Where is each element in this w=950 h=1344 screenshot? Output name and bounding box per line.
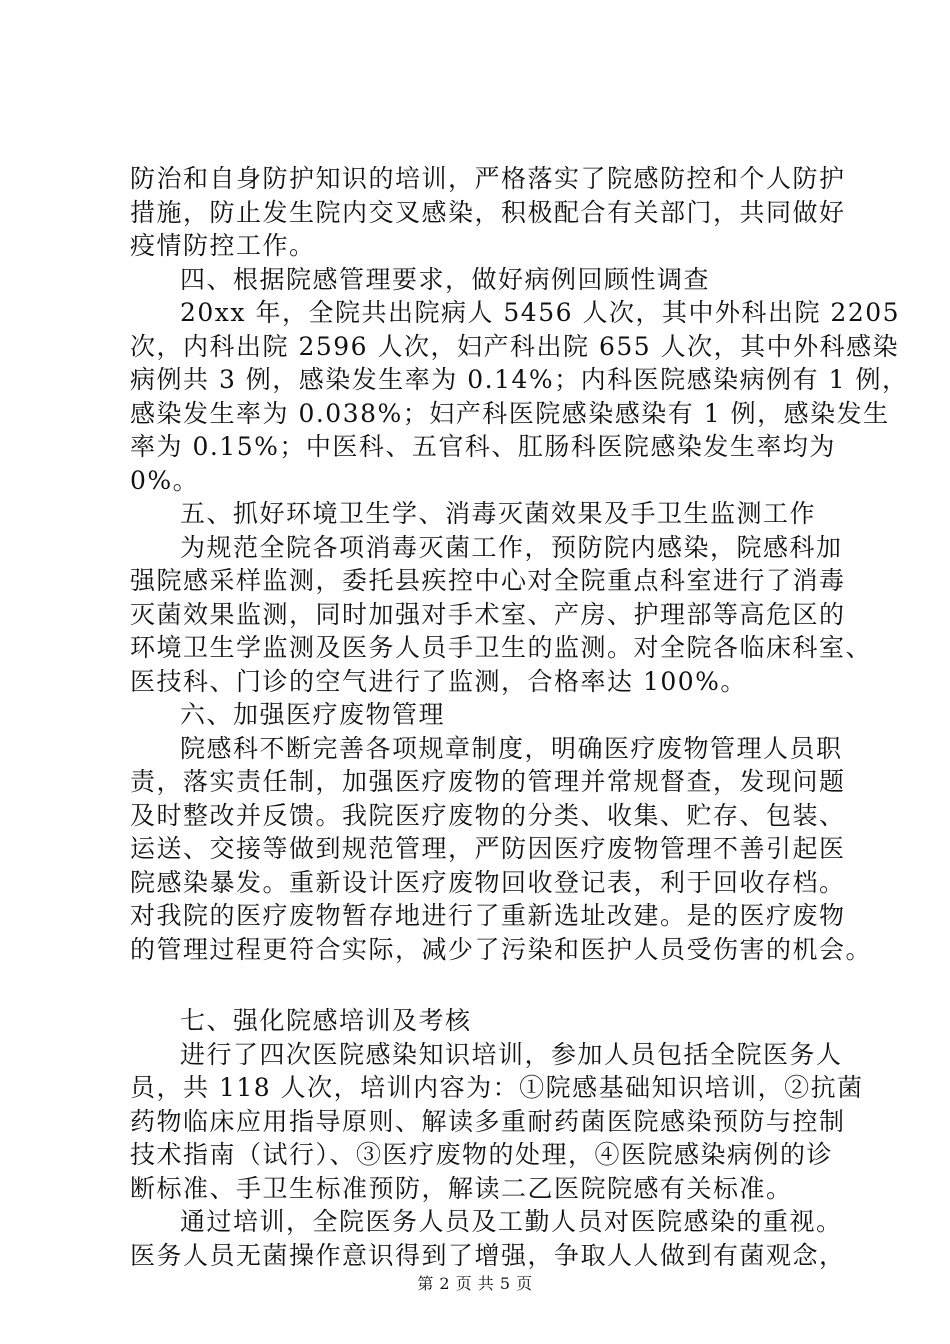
paragraph-line: 责，落实责任制，加强医疗废物的管理并常规督查，发现问题: [130, 767, 846, 796]
page-footer: 第 2 页 共 5 页: [417, 1274, 533, 1293]
paragraph-line: 措施，防止发生院内交叉感染，积极配合有关部门，共同做好: [130, 197, 846, 227]
section-heading: 七、强化院感培训及考核: [180, 1006, 472, 1035]
paragraph-line: 医务人员无菌操作意识得到了增强，争取人人做到有菌观念，: [130, 1240, 846, 1270]
paragraph-line: 20xx 年，全院共出院病人 5456 人次，其中外科出院 2205: [180, 298, 901, 327]
paragraph-line: 通过培训，全院医务人员及工勤人员对医院感染的重视。: [180, 1207, 843, 1236]
paragraph-line: 对我院的医疗废物暂存地进行了重新选址改建。是的医疗废物: [130, 901, 846, 930]
paragraph-line: 次，内科出院 2596 人次，妇产科出院 655 人次，其中外科感染: [130, 331, 900, 361]
paragraph-line: 病例共 3 例，感染发生率为 0.14%；内科医院感染病例有 1 例，: [130, 365, 909, 394]
paragraph-line: 院感染暴发。重新设计医疗废物回收登记表，利于回收存档。: [130, 867, 846, 897]
paragraph-line: 疫情防控工作。: [130, 231, 316, 260]
paragraph-line: 药物临床应用指导原则、解读多重耐药菌医院感染预防与控制: [130, 1106, 846, 1136]
paragraph-line: 环境卫生学监测及医务人员手卫生的监测。对全院各临床科室、: [130, 633, 873, 662]
paragraph-line: 强院感采样监测，委托县疾控中心对全院重点科室进行了消毒: [130, 566, 846, 595]
paragraph-line: 灭菌效果监测，同时加强对手术室、产房、护理部等高危区的: [130, 599, 846, 629]
paragraph-line: 0%。: [130, 465, 200, 495]
document-body: [130, 162, 909, 1272]
paragraph-line: 技术指南（试行）、③医疗废物的处理，④医院感染病例的诊: [130, 1140, 834, 1169]
paragraph-line: 员，共 118 人次，培训内容为：①院感基础知识培训，②抗菌: [130, 1073, 864, 1102]
paragraph-line: 率为 0.15%；中医科、五官科、肛肠科医院感染发生率均为: [130, 432, 836, 461]
paragraph-line: 院感科不断完善各项规章制度，明确医疗废物管理人员职: [180, 733, 843, 763]
paragraph-line: 医技科、门诊的空气进行了监测，合格率达 100%。: [130, 666, 747, 696]
section-heading: 四、根据院感管理要求，做好病例回顾性调查: [180, 264, 711, 294]
section-heading: 五、抓好环境卫生学、消毒灭菌效果及手卫生监测工作: [180, 499, 817, 528]
paragraph-line: 进行了四次医院感染知识培训，参加人员包括全院医务人: [180, 1039, 843, 1069]
paragraph-line: 断标准、手卫生标准预防，解读二乙医院院感有关标准。: [130, 1173, 793, 1203]
paragraph-line: 防治和自身防护知识的培训，严格落实了院感防控和个人防护: [130, 164, 846, 193]
paragraph-line: 运送、交接等做到规范管理，严防因医疗废物管理不善引起医: [130, 834, 846, 863]
paragraph-line: 及时整改并反馈。我院医疗废物的分类、收集、贮存、包装、: [130, 800, 846, 830]
paragraph-line: 的管理过程更符合实际，减少了污染和医护人员受伤害的机会。: [130, 934, 873, 964]
paragraph-gap: [130, 966, 830, 1004]
section-heading: 六、加强医疗废物管理: [180, 700, 446, 729]
paragraph-line: 感染发生率为 0.038%；妇产科医院感染感染有 1 例，感染发生: [130, 398, 890, 428]
paragraph-line: 为规范全院各项消毒灭菌工作，预防院内感染，院感科加: [180, 532, 843, 562]
